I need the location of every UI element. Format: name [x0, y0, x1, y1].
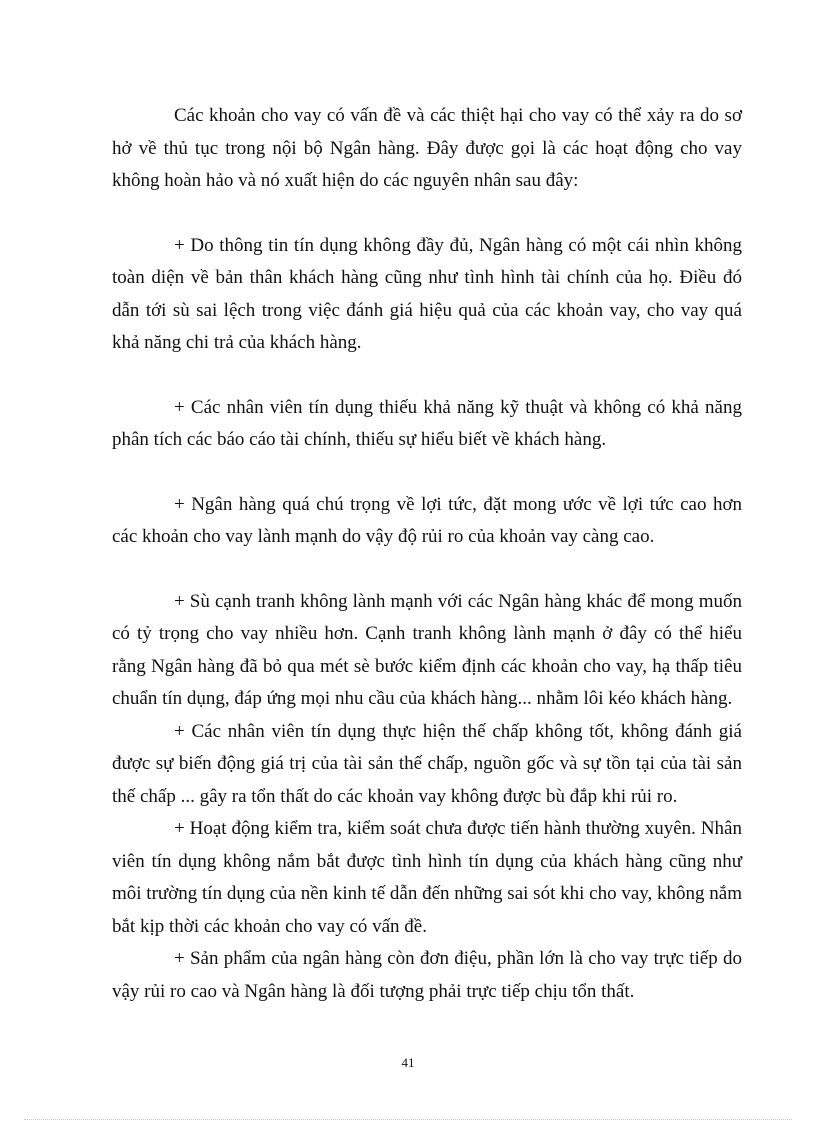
- page-number: 41: [401, 1055, 415, 1070]
- paragraph-collateral: + Các nhân viên tín dụng thực hiện thế chấp không tốt, không đánh giá được sự biến động giá trị của tài sản thế chấp, nguồn gốc và sự tồn tại của tài sản thế chấp ... gây ra tổn thất do các khoản vay không được bù đắp khi rủi ro.: [112, 720, 742, 807]
- footer-divider: [24, 1119, 792, 1120]
- paragraph-unhealthy-competition: + Sù cạnh tranh không lành mạnh với các Ngân hàng khác để mong muốn có tỷ trọng cho vay nhiều hơn. Cạnh tranh không lành mạnh ở đây có thể hiểu rằng Ngân hàng đã bỏ qua mét sè bước kiểm định các khoản cho vay, hạ thấp tiêu chuẩn tín dụng, đáp ứng mọi nhu cầu của khách hàng... nhằm lôi kéo khách hàng.: [112, 590, 742, 709]
- paragraph-intro: Các khoản cho vay có vấn đề và các thiệt hại cho vay có thể xảy ra do sơ hở về thủ tục trong nội bộ Ngân hàng. Đây được gọi là các hoạt động cho vay không hoàn hảo và nó xuất hiện do các nguyên nhân sau đây:: [112, 105, 742, 191]
- paragraph-credit-information: + Do thông tin tín dụng không đầy đủ, Ngân hàng có một cái nhìn không toàn diện về bản thân khách hàng cũng như tình hình tài chính của họ. Điều đó dẫn tới sù sai lệch trong việc đánh giá hiệu quả của các khoản vay, cho vay quá khả năng chi trả của khách hàng.: [112, 234, 742, 353]
- paragraph-interest-focus: + Ngân hàng quá chú trọng về lợi tức, đặt mong ước về lợi tức cao hơn các khoản cho vay lành mạnh do vậy độ rủi ro của khoản vay càng cao.: [112, 493, 742, 547]
- paragraph-products: + Sản phẩm của ngân hàng còn đơn điệu, phần lớn là cho vay trực tiếp do vậy rủi ro cao và Ngân hàng là đối tượng phải trực tiếp chịu tổn thất.: [112, 948, 742, 1002]
- paragraph-staff-skills: + Các nhân viên tín dụng thiếu khả năng kỹ thuật và không có khả năng phân tích các báo cáo tài chính, thiếu sự hiểu biết về khách hàng.: [112, 396, 742, 450]
- document-body: [112, 100, 742, 1008]
- paragraph-inspection: + Hoạt động kiểm tra, kiểm soát chưa được tiến hành thường xuyên. Nhân viên tín dụng không nắm bắt được tình hình tín dụng của khách hàng cũng như môi trường tín dụng của nền kinh tế dẫn đến những sai sót khi cho vay, không nắm bắt kịp thời các khoản cho vay có vấn đề.: [112, 818, 742, 937]
